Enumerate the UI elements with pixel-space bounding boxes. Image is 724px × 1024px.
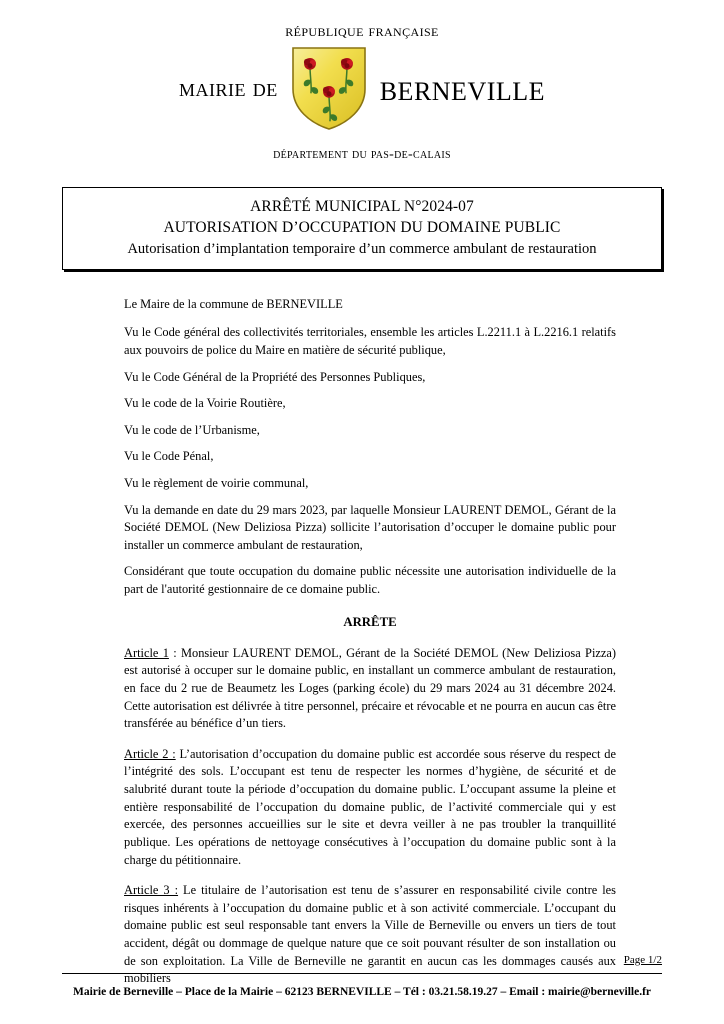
article-2-label: Article 2 : — [124, 746, 176, 761]
coat-of-arms-icon — [290, 45, 368, 131]
arrete-heading: ARRÊTE — [343, 614, 397, 629]
vu-clause: Vu le règlement de voirie communal, — [124, 476, 309, 491]
departement-subtitle: département du pas-de-calais — [273, 147, 451, 162]
article-1-label: Article 1 — [124, 645, 169, 660]
article-2 — [124, 746, 616, 869]
page-number: Page 1/2 — [623, 954, 662, 966]
article-1-text: Monsieur LAURENT DEMOL, Gérant de la Société DEMOL (New Deliziosa Pizza) est autorisé à occuper sur le domaine public, en installant un commerce ambulant de restauration, en face du 2 rue de Beaumetz les Loges (parking école) du 29 mars 2024 au 31 décembre 2024. Cette autorisation est délivrée à titre personnel, précaire et révocable et ne pourra en aucun cas être transférée au bénéfice d’un tiers. — [124, 645, 617, 731]
mairie-de-label: mairie de — [178, 74, 278, 102]
article-1-separator: : — [168, 645, 181, 660]
decree-description-line: Autorisation d’implantation temporaire d’un commerce ambulant de restauration — [127, 240, 597, 257]
article-1 — [124, 645, 616, 733]
vu-clause: Vu le Code général des collectivités territoriales, ensemble les articles L.2211.1 à L.2216.1 relatifs aux pouvoirs de police du Maire en matière de sécurité publique, — [124, 325, 616, 357]
decree-title-box — [62, 187, 662, 270]
vu-clause: Vu le code de la Voirie Routière, — [124, 396, 286, 411]
article-3 — [124, 882, 616, 988]
footer-contact-line: Mairie de Berneville – Place de la Mairie – 62123 BERNEVILLE – Tél : 03.21.58.19.27 – Email : mairie@berneville.fr — [72, 986, 652, 998]
article-3-label: Article 3 : — [124, 883, 179, 898]
article-3-text: Le titulaire de l’autorisation est tenu de s’assurer en responsabilité civile contre les risques inhérents à l’occupation du domaine public et à son activité commerciale. L’occupant du domaine public est seul responsable tant envers la Ville de Berneville ou envers un tiers de tout accident, dégât ou dommage de quelque nature que ce soit pouvant résulter de son installation ou de son exploitation. La Ville de Berneville ne garantit en aucun cas les dommages causés aux mobiliers — [124, 883, 616, 986]
commune-name-title: berneville — [379, 67, 546, 109]
footer-divider — [62, 973, 662, 974]
vu-clause: Vu le Code Pénal, — [124, 449, 214, 464]
vu-clause: Vu la demande en date du 29 mars 2023, par laquelle Monsieur LAURENT DEMOL, Gérant de la Société DEMOL (New Deliziosa Pizza) sollicite l’autorisation d’occuper le domaine public pour installer un commerce ambulant de restauration, — [124, 502, 616, 552]
considerant-clause: Considérant que toute occupation du domaine public nécessite une autorisation individuelle de la part de l'autorité gestionnaire de ce domaine public. — [124, 564, 616, 597]
document-body — [124, 296, 616, 988]
mairie-title-row — [0, 45, 724, 131]
republique-francaise-heading: république française — [285, 21, 439, 40]
vu-clause: Vu le Code Général de la Propriété des Personnes Publiques, — [124, 369, 426, 384]
vu-clause: Vu le code de l’Urbanisme, — [124, 422, 260, 437]
decree-number-line: ARRÊTÉ MUNICIPAL N°2024-07 — [250, 198, 474, 215]
decree-subject-line: AUTORISATION D’OCCUPATION DU DOMAINE PUBLIC — [163, 219, 561, 237]
article-2-text: L’autorisation d’occupation du domaine public est accordée sous réserve du respect de l’intégrité des sols. L’occupant est tenu de respecter les normes d’hygiène, de sécurité et de salubrité durant toute la période d’occupation du domaine public. L’occupant assume la pleine et entière responsabilité de l’occupation du domaine public, de l’activité commerciale qui y est exercée, des personnes accueillies sur le site et devra veiller à ne pas troubler la tranquillité publique. Les opérations de nettoyage consécutives à l’occupation du domaine public sont à la charge du pétitionnaire. — [124, 746, 616, 867]
document-header — [0, 0, 724, 163]
mayor-intro-line: Le Maire de la commune de BERNEVILLE — [124, 296, 343, 311]
